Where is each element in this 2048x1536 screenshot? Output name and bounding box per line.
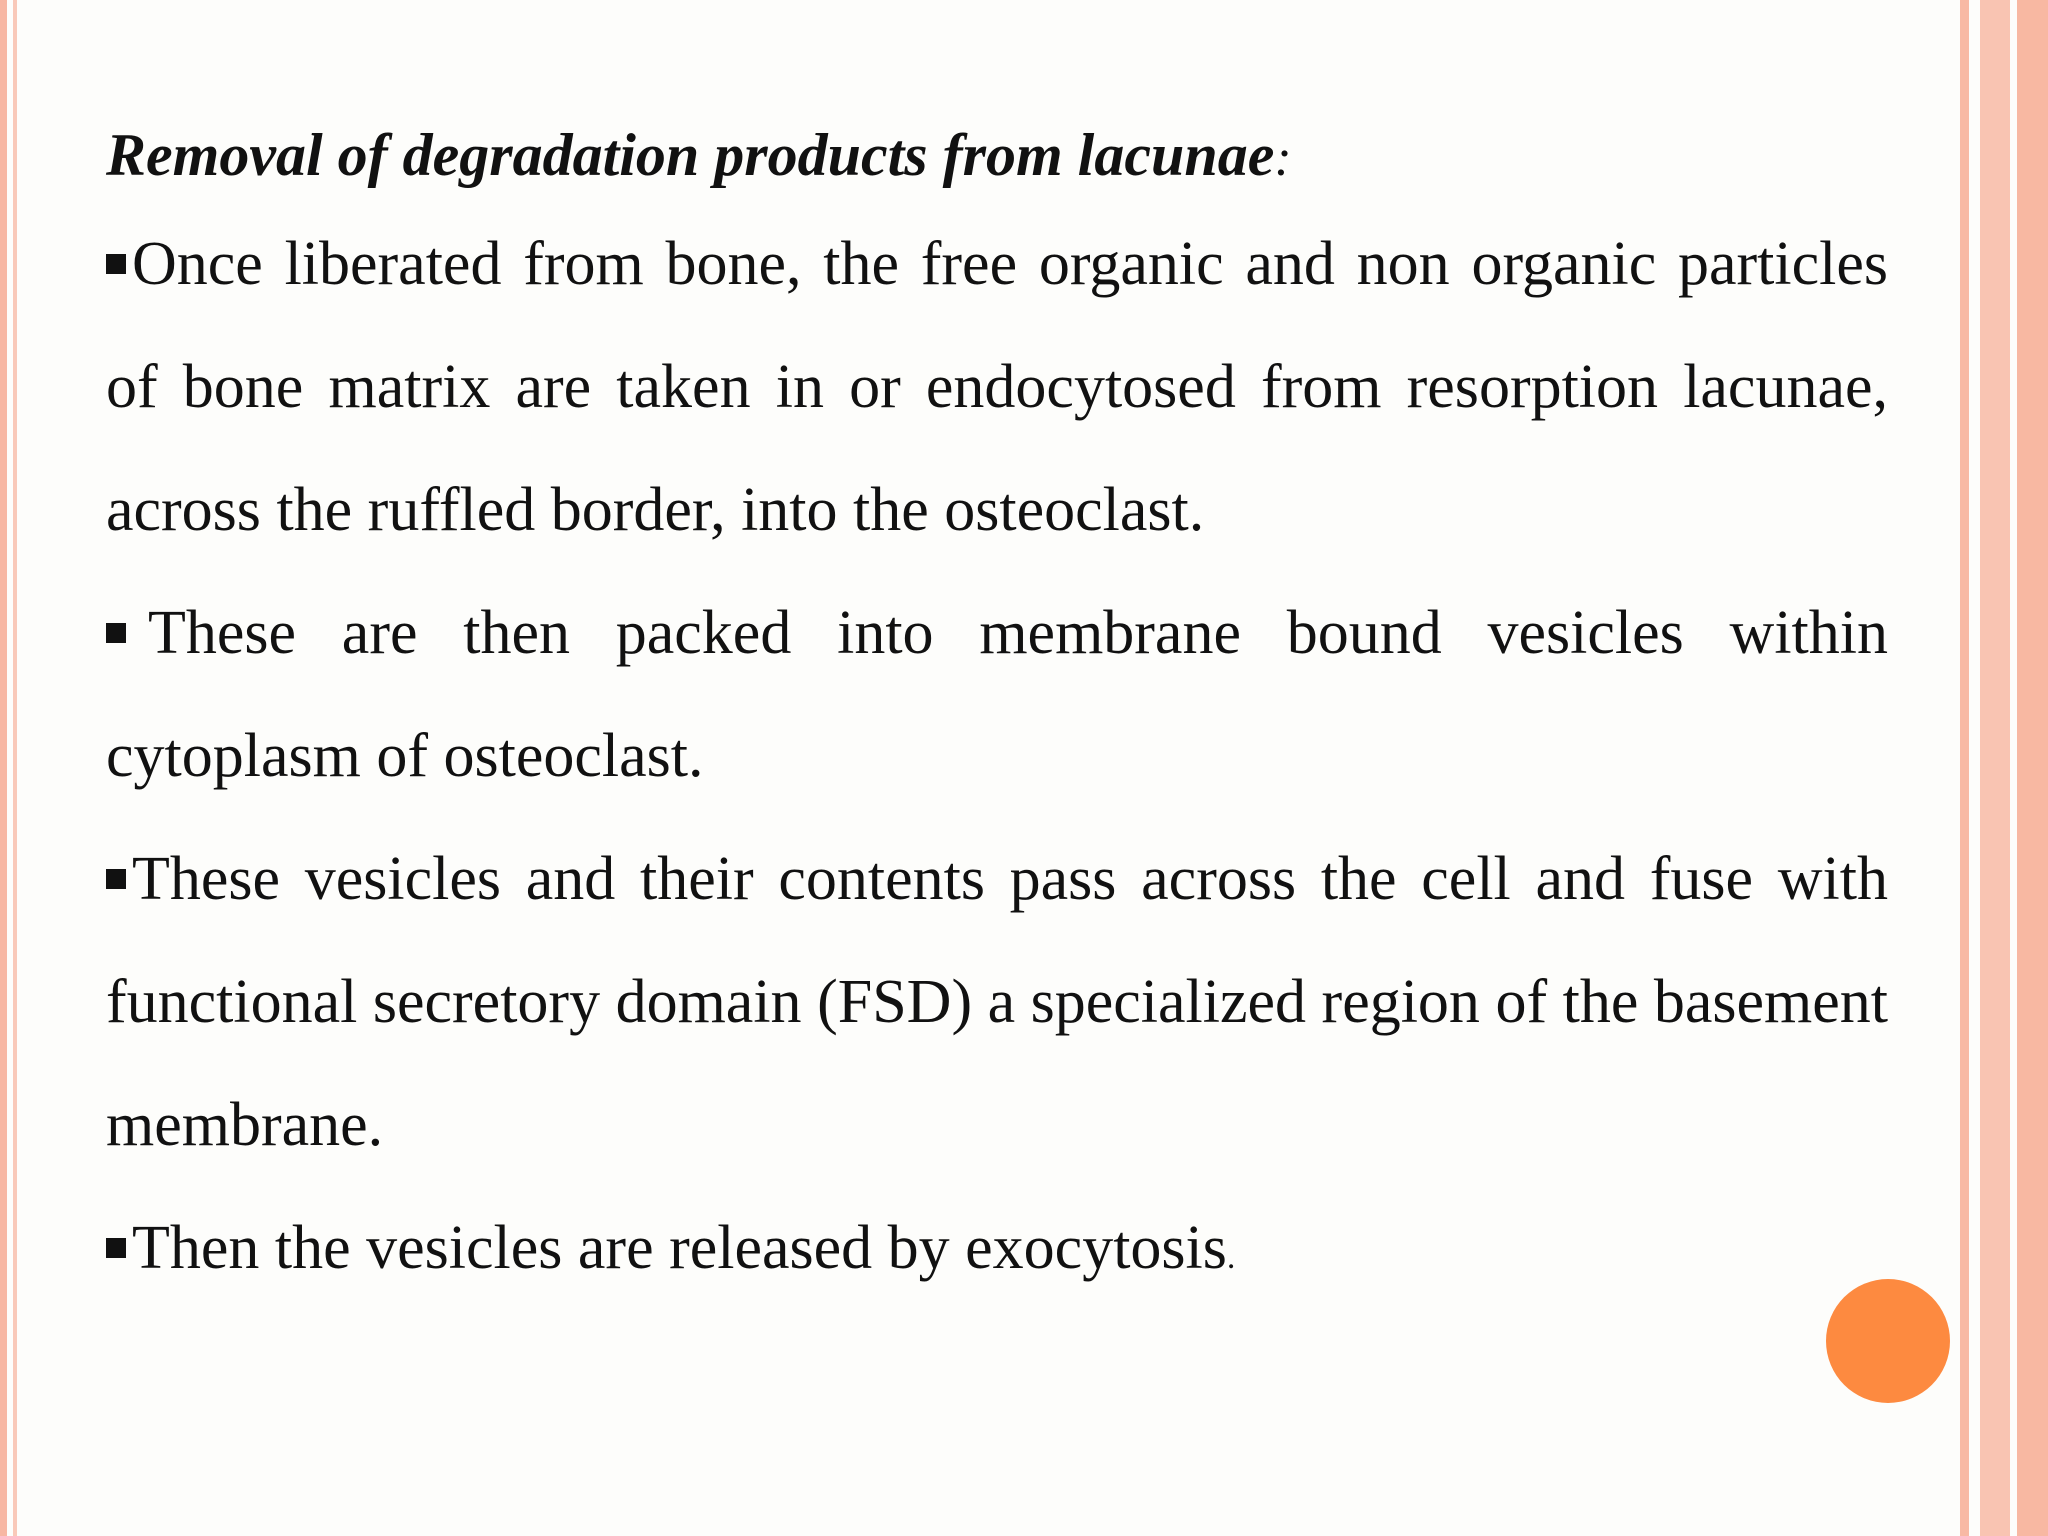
paragraph-text: These vesicles and their contents pass across the cell and fuse with functional secretory domain (FSD) a specialized region of the basement membrane. [106, 845, 1888, 1159]
paragraph-3 [106, 818, 1888, 1187]
orange-circle-decoration [1826, 1279, 1950, 1403]
paragraph-end-period: . [1226, 1239, 1236, 1276]
slide-title [106, 115, 1888, 199]
square-bullet-icon [106, 623, 126, 643]
square-bullet-icon [106, 1238, 126, 1258]
slide-title-text: Removal of degradation products from lacunae [106, 122, 1275, 188]
right-border-stripe-outer [2017, 0, 2048, 1536]
paragraph-text: Then the vesicles are released by exocytosis [132, 1214, 1227, 1282]
square-bullet-icon [106, 869, 126, 889]
slide-title-colon: : [1274, 130, 1292, 187]
paragraph-1 [106, 203, 1888, 572]
paragraph-text: These are then packed into membrane bound vesicles within cytoplasm of osteoclast. [106, 599, 1888, 790]
slide-content [106, 115, 1888, 1319]
paragraph-4 [106, 1187, 1888, 1319]
paragraph-text: Once liberated from bone, the free organic and non organic particles of bone matrix are taken in or endocytosed from resorption lacunae, across the ruffled border, into the osteoclast. [106, 230, 1888, 544]
left-border-stripe-inner [13, 0, 17, 1536]
right-border-stripe-wide [1980, 0, 2010, 1536]
right-border-stripe [1960, 0, 1969, 1536]
left-border-stripe [0, 0, 7, 1536]
square-bullet-icon [106, 254, 126, 274]
paragraph-2 [106, 572, 1888, 818]
